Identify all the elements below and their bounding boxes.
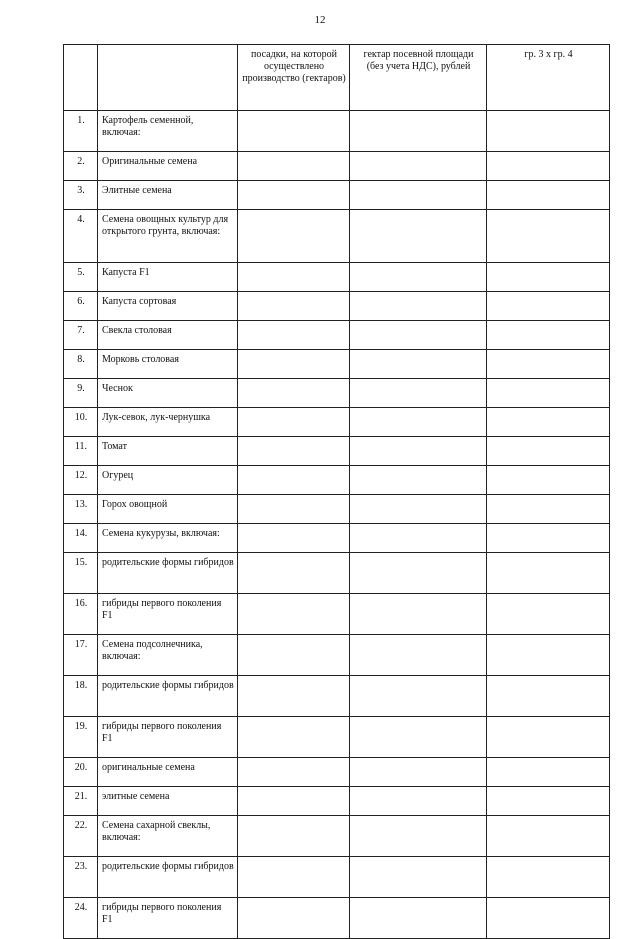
header-cell-num <box>64 45 98 111</box>
table-row <box>64 758 610 787</box>
row-number: 1. <box>64 111 98 152</box>
table-row <box>64 210 610 263</box>
row-number: 2. <box>64 152 98 181</box>
table-row <box>64 152 610 181</box>
empty-cell <box>487 787 610 816</box>
header-cell-area: посадки, на которой осуществлено производство (гектаров) <box>238 45 350 111</box>
empty-cell <box>487 181 610 210</box>
table-row <box>64 495 610 524</box>
table-row <box>64 379 610 408</box>
table-header-row <box>64 45 610 111</box>
row-number: 5. <box>64 263 98 292</box>
row-name: гибриды первого поколения F1 <box>98 717 238 758</box>
row-number: 13. <box>64 495 98 524</box>
empty-cell <box>238 553 350 594</box>
empty-cell <box>350 466 487 495</box>
row-name: Огурец <box>98 466 238 495</box>
empty-cell <box>238 181 350 210</box>
row-name: Чеснок <box>98 379 238 408</box>
row-number: 24. <box>64 898 98 939</box>
empty-cell <box>238 408 350 437</box>
empty-cell <box>350 717 487 758</box>
empty-cell <box>487 495 610 524</box>
empty-cell <box>487 321 610 350</box>
row-number: 16. <box>64 594 98 635</box>
row-name: Элитные семена <box>98 181 238 210</box>
empty-cell <box>487 379 610 408</box>
empty-cell <box>238 676 350 717</box>
row-name: родительские формы гибридов <box>98 676 238 717</box>
empty-cell <box>238 758 350 787</box>
row-number: 8. <box>64 350 98 379</box>
row-number: 15. <box>64 553 98 594</box>
empty-cell <box>238 152 350 181</box>
row-name: Семена овощных культур для открытого грунта, включая: <box>98 210 238 263</box>
empty-cell <box>238 717 350 758</box>
row-name: Свекла столовая <box>98 321 238 350</box>
empty-cell <box>350 111 487 152</box>
row-number: 21. <box>64 787 98 816</box>
empty-cell <box>350 350 487 379</box>
empty-cell <box>350 857 487 898</box>
row-number: 10. <box>64 408 98 437</box>
table-row <box>64 437 610 466</box>
empty-cell <box>350 495 487 524</box>
table-row <box>64 321 610 350</box>
row-number: 20. <box>64 758 98 787</box>
row-number: 4. <box>64 210 98 263</box>
empty-cell <box>238 350 350 379</box>
empty-cell <box>238 524 350 553</box>
empty-cell <box>487 152 610 181</box>
row-name: оригинальные семена <box>98 758 238 787</box>
table-row <box>64 524 610 553</box>
row-number: 17. <box>64 635 98 676</box>
header-cell-name <box>98 45 238 111</box>
row-name: гибриды первого поколения F1 <box>98 594 238 635</box>
row-number: 18. <box>64 676 98 717</box>
empty-cell <box>238 321 350 350</box>
empty-cell <box>238 635 350 676</box>
empty-cell <box>350 152 487 181</box>
row-name: Горох овощной <box>98 495 238 524</box>
empty-cell <box>350 379 487 408</box>
row-number: 7. <box>64 321 98 350</box>
empty-cell <box>487 816 610 857</box>
row-number: 19. <box>64 717 98 758</box>
empty-cell <box>487 350 610 379</box>
row-number: 22. <box>64 816 98 857</box>
empty-cell <box>487 263 610 292</box>
table-row <box>64 816 610 857</box>
row-name: Капуста F1 <box>98 263 238 292</box>
table-row <box>64 292 610 321</box>
empty-cell <box>487 111 610 152</box>
empty-cell <box>350 553 487 594</box>
table-row <box>64 350 610 379</box>
empty-cell <box>350 437 487 466</box>
row-number: 9. <box>64 379 98 408</box>
row-name: Капуста сортовая <box>98 292 238 321</box>
row-number: 23. <box>64 857 98 898</box>
table-row <box>64 857 610 898</box>
row-name: Картофель семенной, включая: <box>98 111 238 152</box>
table-row <box>64 111 610 152</box>
empty-cell <box>350 210 487 263</box>
empty-cell <box>350 676 487 717</box>
empty-cell <box>350 816 487 857</box>
empty-cell <box>350 321 487 350</box>
row-name: гибриды первого поколения F1 <box>98 898 238 939</box>
empty-cell <box>350 787 487 816</box>
empty-cell <box>487 717 610 758</box>
empty-cell <box>350 292 487 321</box>
empty-cell <box>238 594 350 635</box>
empty-cell <box>350 263 487 292</box>
empty-cell <box>487 898 610 939</box>
empty-cell <box>487 635 610 676</box>
row-name: Морковь столовая <box>98 350 238 379</box>
empty-cell <box>487 292 610 321</box>
empty-cell <box>487 466 610 495</box>
row-name: Томат <box>98 437 238 466</box>
empty-cell <box>238 816 350 857</box>
table-row <box>64 787 610 816</box>
empty-cell <box>487 210 610 263</box>
row-number: 6. <box>64 292 98 321</box>
row-name: родительские формы гибридов <box>98 857 238 898</box>
empty-cell <box>350 181 487 210</box>
row-number: 14. <box>64 524 98 553</box>
empty-cell <box>238 495 350 524</box>
row-name: родительские формы гибридов <box>98 553 238 594</box>
empty-cell <box>350 408 487 437</box>
seed-crops-table <box>63 44 610 939</box>
row-name: элитные семена <box>98 787 238 816</box>
empty-cell <box>350 898 487 939</box>
row-number: 11. <box>64 437 98 466</box>
empty-cell <box>350 594 487 635</box>
row-number: 3. <box>64 181 98 210</box>
empty-cell <box>238 857 350 898</box>
empty-cell <box>487 857 610 898</box>
empty-cell <box>238 898 350 939</box>
row-number: 12. <box>64 466 98 495</box>
empty-cell <box>350 758 487 787</box>
table-row <box>64 717 610 758</box>
table-row <box>64 898 610 939</box>
empty-cell <box>238 379 350 408</box>
empty-cell <box>350 635 487 676</box>
empty-cell <box>487 408 610 437</box>
empty-cell <box>350 524 487 553</box>
row-name: Семена сахарной свеклы, включая: <box>98 816 238 857</box>
table-row <box>64 676 610 717</box>
table-row <box>64 408 610 437</box>
empty-cell <box>487 758 610 787</box>
table-row <box>64 263 610 292</box>
row-name: Семена кукурузы, включая: <box>98 524 238 553</box>
row-name: Оригинальные семена <box>98 152 238 181</box>
table-row <box>64 594 610 635</box>
page-number: 12 <box>314 14 326 26</box>
empty-cell <box>238 466 350 495</box>
empty-cell <box>238 292 350 321</box>
empty-cell <box>487 553 610 594</box>
empty-cell <box>238 210 350 263</box>
table-row <box>64 466 610 495</box>
empty-cell <box>487 594 610 635</box>
row-name: Лук-севок, лук-чернушка <box>98 408 238 437</box>
table-row <box>64 553 610 594</box>
row-name: Семена подсолнечника, включая: <box>98 635 238 676</box>
empty-cell <box>238 787 350 816</box>
empty-cell <box>487 524 610 553</box>
header-cell-rate: гектар посевной площади (без учета НДС), рублей <box>350 45 487 111</box>
empty-cell <box>238 263 350 292</box>
table-row <box>64 181 610 210</box>
empty-cell <box>487 437 610 466</box>
empty-cell <box>487 676 610 717</box>
empty-cell <box>238 437 350 466</box>
header-cell-total: гр. 3 x гр. 4 <box>487 45 610 111</box>
table-row <box>64 635 610 676</box>
empty-cell <box>238 111 350 152</box>
